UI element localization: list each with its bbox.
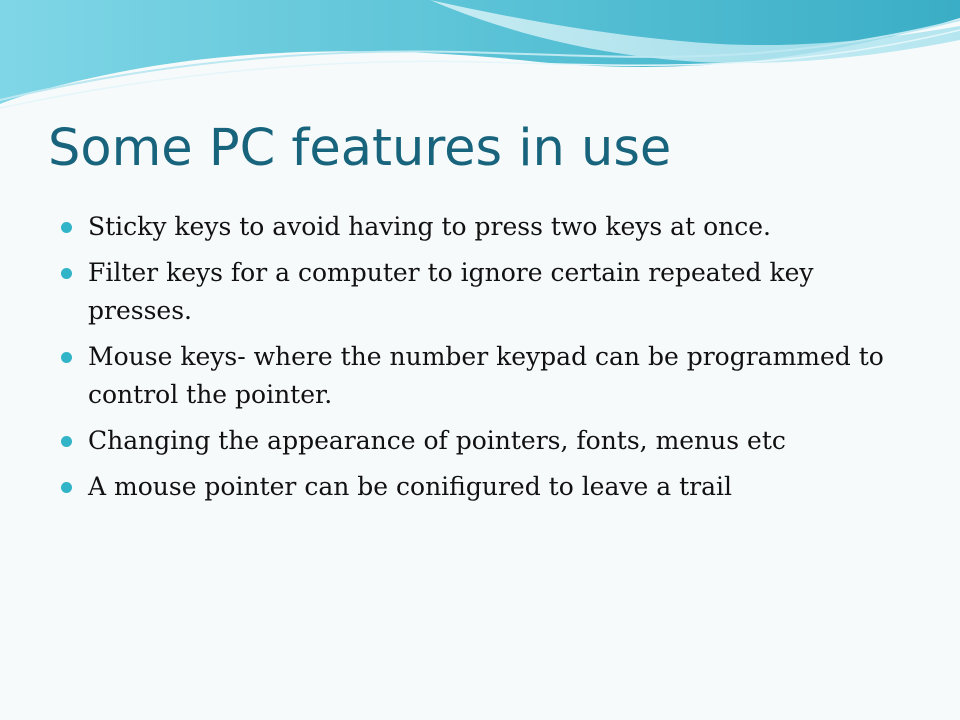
slide-title: Some PC features in use xyxy=(48,119,672,178)
bullet-dot-icon xyxy=(61,268,72,279)
bullet-item xyxy=(60,208,920,246)
bullet-dot-icon xyxy=(61,352,72,363)
bullet-item xyxy=(60,338,920,414)
bullet-text: Filter keys for a computer to ignore certain repeated key presses. xyxy=(88,258,814,325)
bullet-item xyxy=(60,468,920,506)
bullet-dot-icon xyxy=(61,482,72,493)
bullet-text: A mouse pointer can be conifigured to leave a trail xyxy=(88,472,732,501)
bullet-item xyxy=(60,422,920,460)
bullet-dot-icon xyxy=(61,222,72,233)
bullet-text: Sticky keys to avoid having to press two keys at once. xyxy=(88,212,771,241)
bullet-list xyxy=(60,208,920,514)
bullet-text: Mouse keys- where the number keypad can be programmed to control the pointer. xyxy=(88,342,884,409)
bullet-item xyxy=(60,254,920,330)
bullet-dot-icon xyxy=(61,436,72,447)
bullet-text: Changing the appearance of pointers, fonts, menus etc xyxy=(88,426,786,455)
